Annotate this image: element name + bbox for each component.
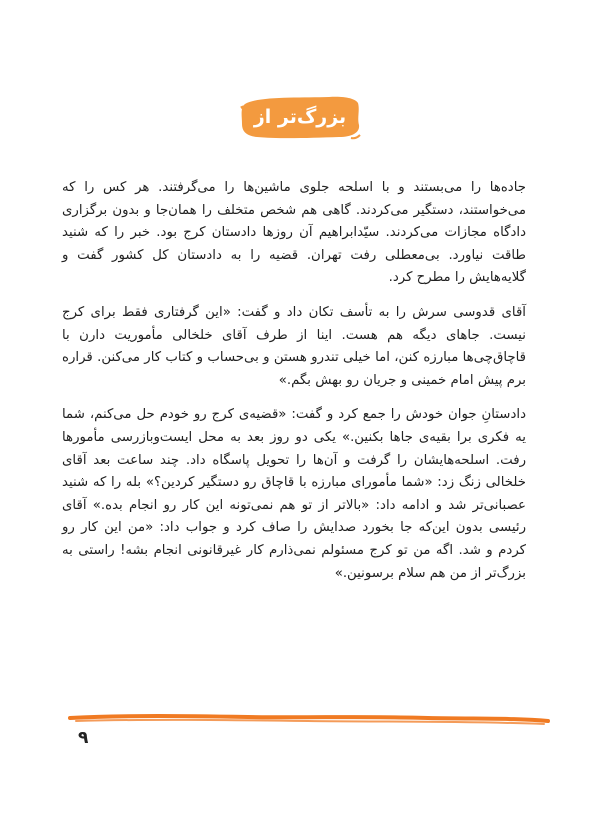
title-badge (239, 94, 361, 174)
paragraph-1: جاده‌ها را می‌بستند و با اسلحه جلوی ماشین‌ها را می‌گرفتند. هر کس را که می‌خواستند، دستگیر می‌کردند. گاهی هم شخص متخلف را همان‌جا و بدون برگزاری دادگاه مجازات می‌کردند. سیّدابراهیم آن روزها دادستان کرج بود. خبر را که شنید طاقت نیاورد. بی‌معطلی رفت تهران. قضیه را به دادستان کل کشور گفت و گلایه‌هایش را مطرح کرد. (62, 180, 526, 286)
paragraph-3: دادستانِ جوان خودش را جمع کرد و گفت: «قضیه‌ی کرج رو خودم حل می‌کنم، شما یه فکری برا بقیه‌ی جاها بکنین.» یکی دو روز بعد به محل ایست‌وبازرسی مأمورها رفت. اسلحه‌هایشان را گرفت و آن‌ها را تحویل پاسگاه داد. چند ساعت بعد آقای خلخالی زنگ زد: «شما مأمورای مبارزه با قاچاق رو دستگیر کردین؟» بله را که شنید عصبانی‌تر شد و ادامه داد: «بالاتر از تو هم نمی‌تونه این کار رو انجام بده.» آقای رئیسی بدون این‌که جا بخورد صدایش را صاف کرد و جواب داد: «من این کار رو کردم و شد. اگه من تو کرج مسئولم نمی‌ذارم کار غیرقانونی انجام بشه! راستی به بزرگ‌تر از من هم سلام برسونین.» (62, 407, 526, 581)
body-text (62, 177, 526, 597)
title-area (0, 90, 600, 174)
paragraph-2: آقای قدوسی سرش را به تأسف تکان داد و گفت: «این گرفتاری فقط برای کرج نیست. جاهای دیگه هم هست. اینا از طرف آقای خلخالی مأموریت دارن با قاچاق‌چی‌ها مبارزه کنن، اما خیلی تندرو هستن و بی‌حساب و کتاب کار می‌کنن. قراره برم پیش امام خمینی و جریان رو بهش بگم.» (62, 304, 526, 388)
footer-brush-line (68, 712, 552, 728)
page-title: بزرگ‌تر از من (253, 106, 347, 174)
page-number: ۹ (78, 728, 89, 748)
